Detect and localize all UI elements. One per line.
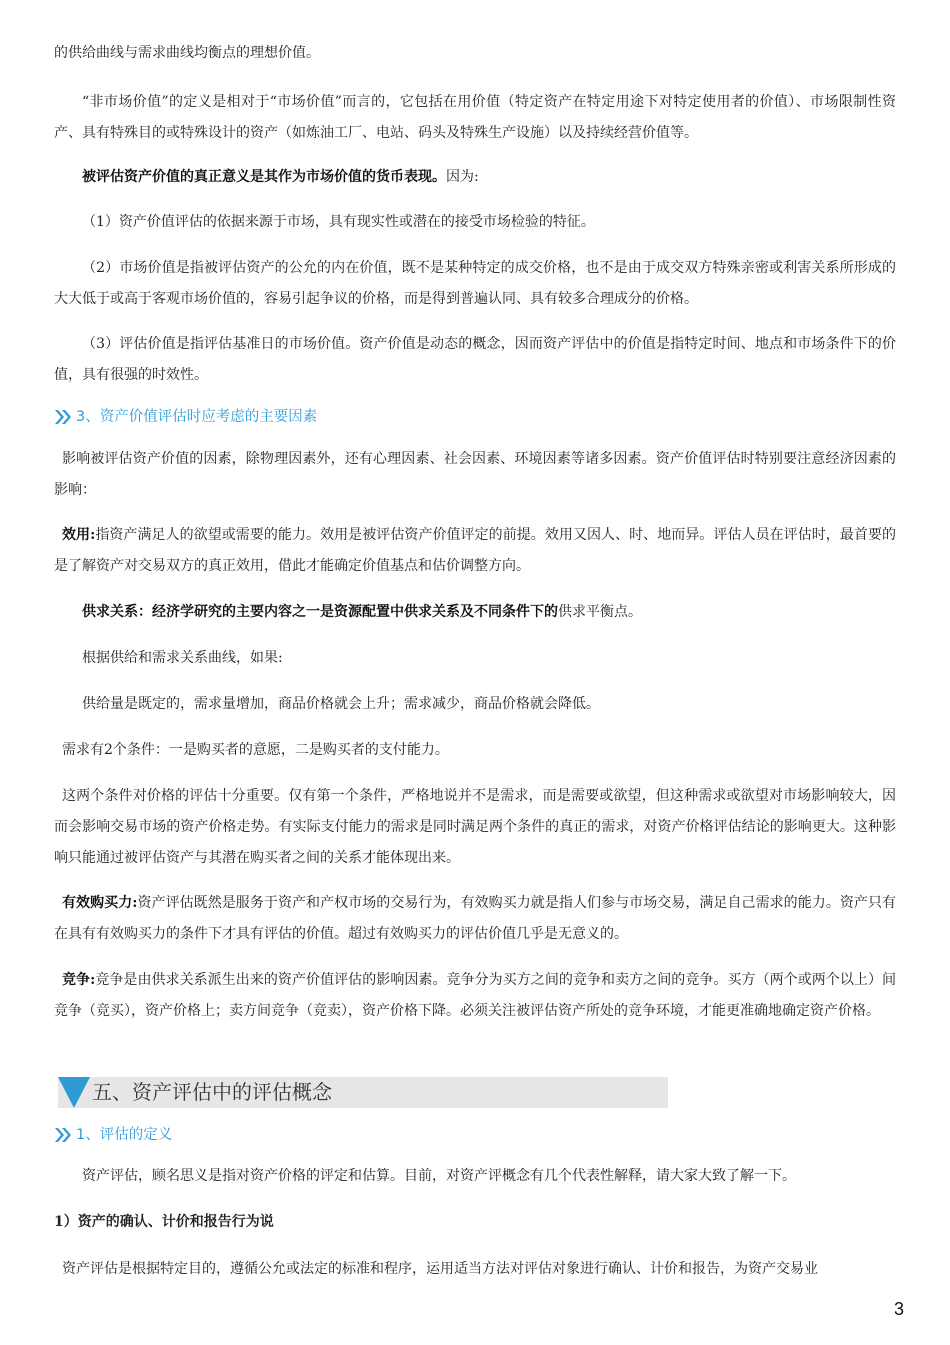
section-title: 五、资产评估中的评估概念 <box>92 1080 332 1104</box>
page-number: 3 <box>893 1299 904 1319</box>
competition-text: 竞争是由供求关系派生出来的资产价值评估的影响因素。竞争分为买方之间的竞争和卖方之间的竞争。买方（两个或两个以上）间竞争（竞买），资产价格上；卖方间竞争（竞卖），资产价格下降。必须关注被评估资产所处的竞争环境，才能更准确地确定资产价格。 <box>54 972 896 1019</box>
purchasing-power-text: 资产评估既然是服务于资产和产权市场的交易行为，有效购买力就是指人们参与市场交易，满足自己需求的能力。资产只有在具有有效购买力的条件下才具有评估的价值。超过有效购买力的评估价值几乎是无意义的。 <box>54 895 897 942</box>
subheading-definition-text: 1、评估的定义 <box>76 1127 173 1143</box>
paragraph-non-market-value: “非市场价值”的定义是相对于“市场价值”而言的，它包括在用价值（特定资产在特定用途下对特定使用者的价值）、市场限制性资产、具有特殊目的或特殊设计的资产（如炼油工厂、电站、码头及特殊生产设施）以及持续经营价值等。 <box>54 94 896 141</box>
paragraph-curve: 根据供给和需求关系曲线，如果: <box>82 650 283 666</box>
supply-demand-label: 供求关系：经济学研究的主要内容之一是资源配置中供求关系及不同条件下的 <box>82 604 558 620</box>
paragraph-definition-text: 资产评估是根据特定目的，遵循公允或法定的标准和程序，运用适当方法对评估对象进行确认、计价和报告，为资产交易业 <box>62 1261 818 1277</box>
paragraph-supply-fixed: 供给量是既定的，需求量增加，商品价格就会上升；需求减少，商品价格就会降低。 <box>82 696 600 712</box>
double-chevron-icon <box>54 409 72 425</box>
paragraph-demand-conditions: 需求有2个条件：一是购买者的意愿，二是购买者的支付能力。 <box>62 742 449 758</box>
purchasing-power-label: 有效购买力: <box>62 895 138 911</box>
paragraph-point-2: （2）市场价值是指被评估资产的公允的内在价值，既不是某种特定的成交价格，也不是由于成交双方特殊亲密或利害关系所形成的大大低于或高于客观市场价值的，容易引起争议的价格，而是得到普遍认同、具有较多合理成分的价格。 <box>54 260 896 307</box>
paragraph-supply-demand <box>54 597 896 628</box>
competition-label: 竞争: <box>62 972 96 988</box>
paragraph-point-3: （3）评估价值是指评估基准日的市场价值。资产价值是动态的概念，因而资产评估中的价值是指特定时间、地点和市场条件下的价值，具有很强的时效性。 <box>54 336 896 383</box>
paragraph-influences: 影响被评估资产价值的因素，除物理因素外，还有心理因素、社会因素、环境因素等诸多因素。资产价值评估时特别要注意经济因素的影响： <box>54 451 896 498</box>
bold-statement: 被评估资产价值的真正意义是其作为市场价值的货币表现。 <box>82 169 446 185</box>
section-banner <box>58 1077 668 1108</box>
paragraph-evaluation-intro: 资产评估，顾名思义是指对资产价格的评定和估算。目前，对资产评概念有几个代表性解释，请大家大致了解一下。 <box>82 1168 796 1184</box>
paragraph-equilibrium: 的供给曲线与需求曲线均衡点的理想价值。 <box>54 45 320 61</box>
paragraph-competition <box>54 965 896 1027</box>
section-triangle-icon <box>58 1077 90 1108</box>
paragraph-purchasing-power <box>54 888 896 950</box>
supply-demand-text: 供求平衡点。 <box>558 604 642 620</box>
paragraph-point-1: （1）资产价值评估的依据来源于市场，具有现实性或潜在的接受市场检验的特征。 <box>82 214 595 230</box>
because-text: 因为: <box>446 169 479 185</box>
double-chevron-icon <box>54 1127 72 1143</box>
subheading-factors <box>54 407 317 427</box>
paragraph-utility <box>54 520 896 582</box>
subheading-factors-text: 3、资产价值评估时应考虑的主要因素 <box>76 409 318 425</box>
utility-label: 效用: <box>62 527 96 543</box>
subheading-definition <box>54 1125 172 1145</box>
utility-text: 指资产满足人的欲望或需要的能力。效用是被评估资产价值评定的前提。效用又因人、时、地而异。评估人员在评估时，最首要的是了解资产对交易双方的真正效用，借此才能确定价值基点和估价调整方向。 <box>54 527 896 574</box>
paragraph-theory-1: 1）资产的确认、计价和报告行为说 <box>54 1214 274 1230</box>
paragraph-two-conditions: 这两个条件对价格的评估十分重要。仅有第一个条件，严格地说并不是需求，而是需要或欲望，但这种需求或欲望对市场影响较大，因而会影响交易市场的资产价格走势。有实际支付能力的需求是同时满足两个条件的真正的需求，对资产价格评估结论的影响更大。这种影响只能通过被评估资产与其潜在购买者之间的关系才能体现出来。 <box>54 788 896 866</box>
paragraph-true-meaning <box>54 162 896 193</box>
